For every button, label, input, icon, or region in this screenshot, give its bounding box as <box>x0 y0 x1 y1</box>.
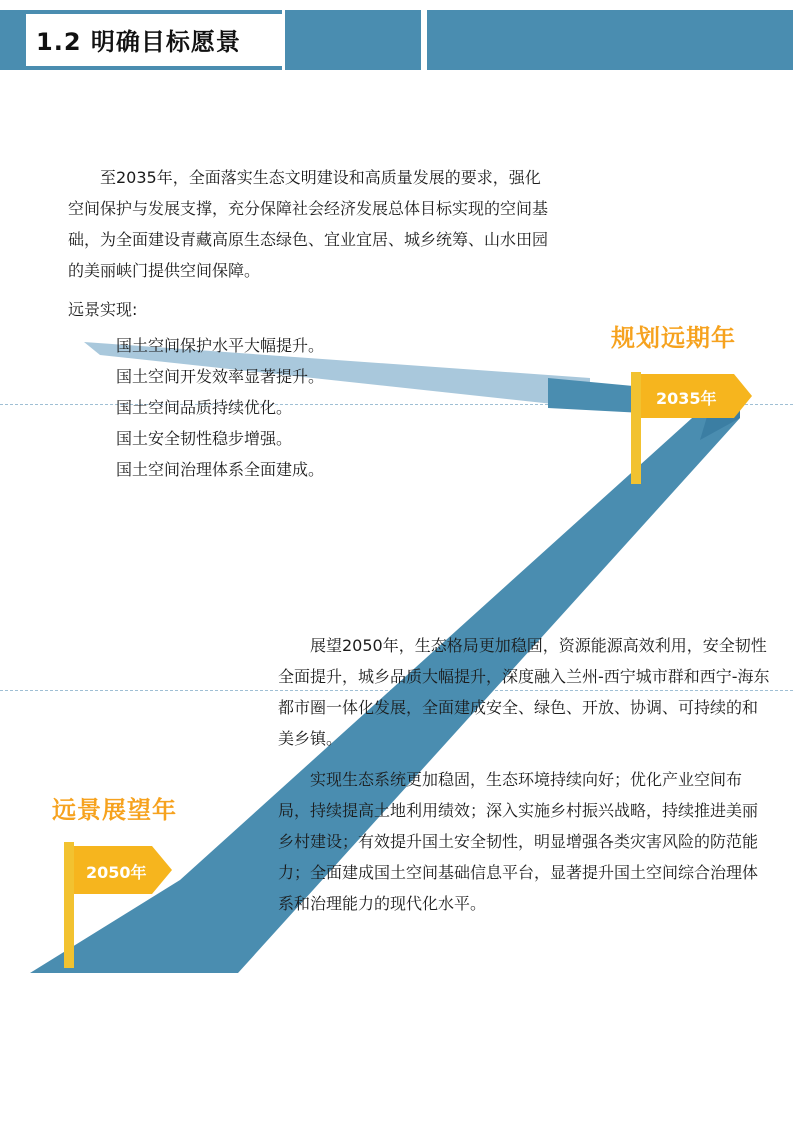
vision-label: 远景实现: <box>68 300 138 319</box>
milestone-heading-2035: 规划远期年 <box>611 324 736 352</box>
page-title: 1.2 明确目标愿景 <box>36 28 241 56</box>
flag-label-2035: 2035年 <box>656 389 717 408</box>
flag-pole-2050 <box>64 842 74 968</box>
list-item: 国土空间保护水平大幅提升。 <box>116 336 325 355</box>
outlook-paragraph-2: 实现生态系统更加稳固，生态环境持续向好；优化产业空间布局，持续提高土地利用绩效；深入实施乡村振兴战略，持续推进美丽乡村建设；有效提升国土安全韧性，明显增强各类灾害风险的防范能力；全面建成国土空间基础信息平台，显著提升国土空间综合治理体系和治理能力的现代化水平。 <box>278 770 759 913</box>
intro-paragraph: 至2035年，全面落实生态文明建设和高质量发展的要求，强化空间保护与发展支撑，充分保障社会经济发展总体目标实现的空间基础，为全面建设青藏高原生态绿色、宜业宜居、城乡统筹、山水田园的美丽峡门提供空间保障。 <box>68 168 549 280</box>
flag-pole-2035 <box>631 372 641 484</box>
list-item: 国土空间治理体系全面建成。 <box>116 460 325 479</box>
flag-label-2050: 2050年 <box>86 863 147 882</box>
outlook-paragraph-1: 展望2050年，生态格局更加稳固，资源能源高效利用，安全韧性全面提升，城乡品质大幅提升，深度融入兰州-西宁城市群和西宁-海东都市圈一体化发展，全面建成安全、绿色、开放、协调、可持续的和美乡镇。 <box>278 636 770 748</box>
list-item: 国土空间开发效率显著提升。 <box>116 367 325 386</box>
list-item: 国土空间品质持续优化。 <box>116 398 293 417</box>
milestone-heading-2050: 远景展望年 <box>52 796 177 824</box>
vision-list <box>116 330 324 485</box>
list-item: 国土安全韧性稳步增强。 <box>116 429 293 448</box>
